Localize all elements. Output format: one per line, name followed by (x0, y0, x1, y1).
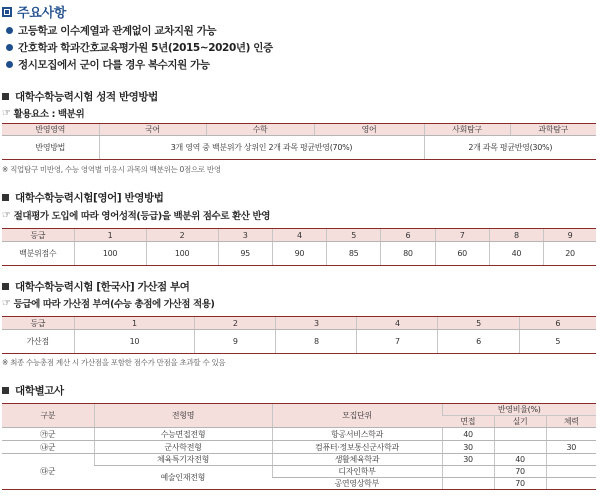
square-marker-icon (2, 194, 9, 201)
table-header: 모집단위 (272, 404, 442, 428)
table-cell: 군사학전형 (94, 441, 272, 454)
table-cell: 9 (195, 330, 276, 354)
table-cell: 3개 영역 중 백분위가 상위인 2개 과목 평균반영(70%) (99, 136, 424, 160)
table-header: 1 (74, 229, 146, 242)
table-cell: 95 (218, 242, 272, 266)
table-header: 등급 (2, 229, 74, 242)
table-header: 체력 (546, 416, 596, 428)
table-header: 6 (381, 229, 435, 242)
table-header: 4 (272, 229, 326, 242)
table-cell: 10 (74, 330, 195, 354)
table-cell: 85 (327, 242, 381, 266)
table-cell: 8 (276, 330, 357, 354)
pointing-hand-icon: ☞ (2, 209, 11, 221)
table-row-label: 가산점 (2, 330, 74, 354)
table-header: 전형명 (94, 404, 272, 428)
table-row-label: 백분위점수 (2, 242, 74, 266)
key-points-list (6, 22, 273, 73)
section-title-univ-exam: 대학별고사 (2, 383, 64, 398)
table-header: 실기 (494, 416, 546, 428)
table-cell: 100 (146, 242, 218, 266)
page-title (2, 2, 66, 21)
pointing-hand-icon: ☞ (2, 297, 11, 309)
table-cell: 70 (494, 478, 546, 490)
section-title-english: 대학수학능력시험[영어] 반영방법 (2, 190, 163, 205)
table-row-label: 반영방법 (2, 136, 99, 160)
table-header: 2 (195, 317, 276, 330)
table-cell (546, 428, 596, 441)
table-cell: 30 (546, 441, 596, 454)
table-cell: 90 (272, 242, 326, 266)
key-point: 고등학교 이수계열과 관계없이 교차지원 가능 (6, 22, 273, 39)
korean-history-usage-line: ☞ 등급에 따라 가산점 부여(수능 총점에 가산점 적용) (2, 297, 215, 310)
bullet-dot-icon (6, 27, 13, 34)
table-header: 면접 (442, 416, 494, 428)
table-header: 등급 (2, 317, 74, 330)
table-cell: 20 (544, 242, 596, 266)
table-header: 5 (438, 317, 519, 330)
footnote: ※ 최종 수능총점 계산 시 가산점을 포함한 점수가 만점을 초과할 수 있음 (2, 358, 226, 367)
table-cell: 40 (442, 428, 494, 441)
table-cell (546, 454, 596, 466)
bullet-dot-icon (6, 61, 13, 68)
table-cell: 70 (494, 466, 546, 478)
table-header: 반영비율(%) (442, 404, 596, 416)
table-header: 7 (435, 229, 489, 242)
table-cell: 예술인재전형 (94, 466, 272, 490)
table-cell: 디자인학부 (272, 466, 442, 478)
footnote: ※ 직업탐구 미반영, 수능 영역별 미응시 과목의 백분위는 0점으로 반영 (2, 165, 221, 174)
table-header: 반영영역 (2, 124, 99, 136)
table-header: 1 (74, 317, 195, 330)
section-title-suneung: 대학수학능력시험 성적 반영방법 (2, 89, 158, 104)
english-usage-line: ☞ 절대평가 도입에 따라 영어성적(등급)을 백분위 점수로 환산 반영 (2, 209, 271, 222)
table-cell: 30 (442, 441, 494, 454)
suneung-usage-line: ☞ 활용요소 : 백분위 (2, 107, 85, 120)
table-header: 9 (544, 229, 596, 242)
table-cell: 40 (489, 242, 543, 266)
bullet-dot-icon (6, 44, 13, 51)
table-header: 수학 (206, 124, 314, 136)
pointing-hand-icon: ☞ (2, 107, 11, 119)
table-header: 5 (327, 229, 381, 242)
table-cell: 공연영상학부 (272, 478, 442, 490)
table-header: 2 (146, 229, 218, 242)
table-cell: 100 (74, 242, 146, 266)
section-title-korean-history: 대학수학능력시험 [한국사] 가산점 부여 (2, 279, 189, 294)
univ-exam-table (2, 403, 596, 490)
table-cell: 체육특기자전형 (94, 454, 272, 466)
table-header: 4 (357, 317, 438, 330)
table-cell (494, 428, 546, 441)
table-cell-group: ㉯군 (2, 441, 94, 454)
table-cell (494, 441, 546, 454)
table-cell-group: ㉰군 (2, 454, 94, 490)
table-cell: 5 (519, 330, 596, 354)
square-icon (2, 7, 12, 17)
table-cell: 수능면접전형 (94, 428, 272, 441)
table-cell: 항공서비스학과 (272, 428, 442, 441)
table-header: 영어 (314, 124, 424, 136)
suneung-table (2, 123, 596, 160)
korean-history-table (2, 316, 596, 354)
table-cell: 30 (442, 454, 494, 466)
table-header: 구분 (2, 404, 94, 428)
table-header: 사회탐구 (424, 124, 510, 136)
table-header: 8 (489, 229, 543, 242)
key-point: 정시모집에서 군이 다를 경우 복수지원 가능 (6, 56, 273, 73)
square-marker-icon (2, 93, 9, 100)
table-cell (546, 466, 596, 478)
square-marker-icon (2, 283, 9, 290)
table-cell-group: ㉮군 (2, 428, 94, 441)
table-cell (442, 466, 494, 478)
square-marker-icon (2, 387, 9, 394)
table-header: 3 (276, 317, 357, 330)
table-cell (546, 478, 596, 490)
key-point: 간호학과 학과간호교육평가원 5년(2015~2020년) 인증 (6, 39, 273, 56)
table-cell: 컴퓨터·정보통신군사학과 (272, 441, 442, 454)
table-header: 3 (218, 229, 272, 242)
table-header: 6 (519, 317, 596, 330)
table-cell: 6 (438, 330, 519, 354)
page-title-text: 주요사항 (17, 6, 67, 21)
table-cell: 60 (435, 242, 489, 266)
table-cell: 40 (494, 454, 546, 466)
table-cell: 2개 과목 평균반영(30%) (424, 136, 596, 160)
table-header: 국어 (99, 124, 206, 136)
english-table (2, 228, 596, 266)
table-cell: 생활체육학과 (272, 454, 442, 466)
table-cell (442, 478, 494, 490)
table-header: 과학탐구 (510, 124, 596, 136)
table-cell: 7 (357, 330, 438, 354)
table-cell: 80 (381, 242, 435, 266)
